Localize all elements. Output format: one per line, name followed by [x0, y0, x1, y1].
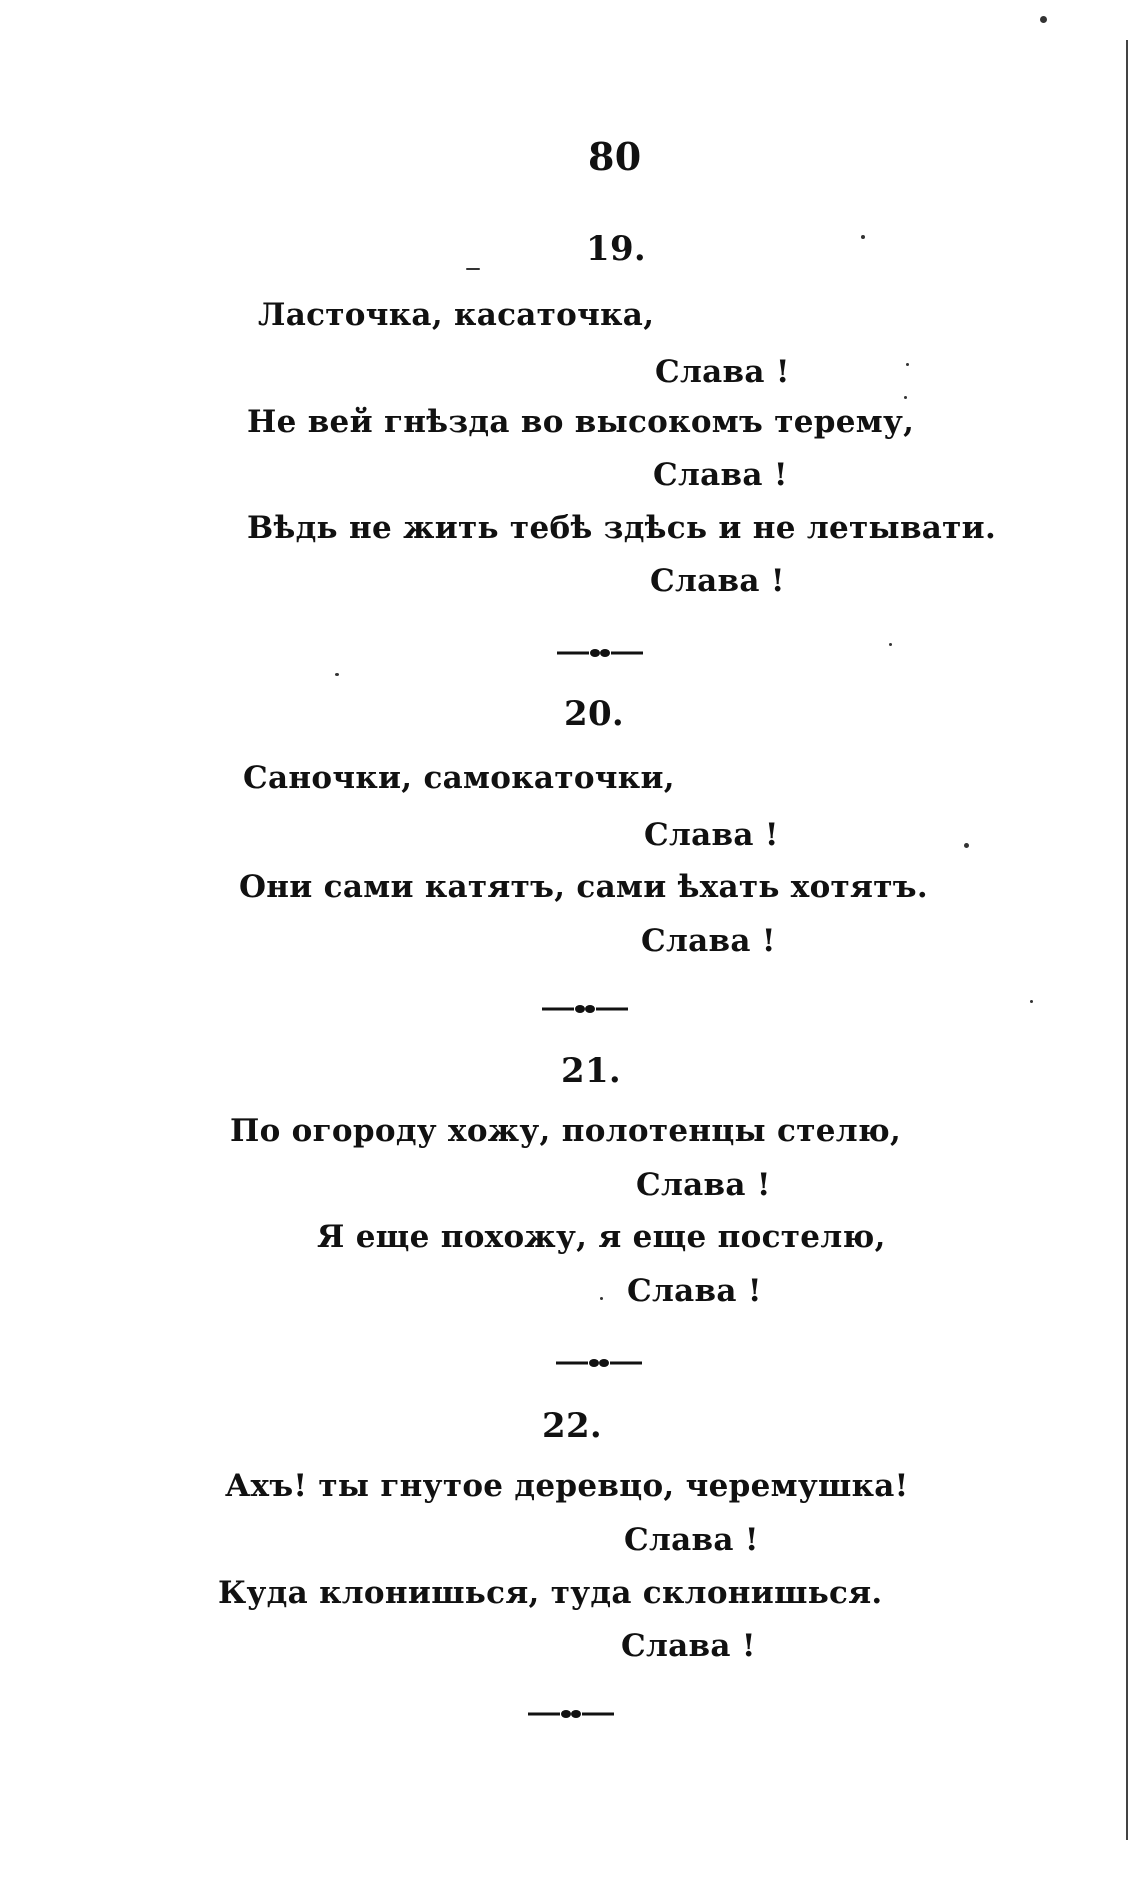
verse-line: Саночки, самокаточки,: [243, 760, 675, 796]
song-number-19: 19.: [586, 229, 647, 269]
song-number-20: 20.: [564, 694, 625, 734]
section-divider: [528, 1707, 614, 1721]
scan-speck: [335, 673, 339, 676]
scan-speck: [889, 643, 892, 646]
refrain-line: Слава !: [655, 354, 790, 390]
verse-line: Вѣдь не жить тебѣ здѣсь и не летывати.: [247, 510, 997, 546]
scan-speck: [1030, 1000, 1033, 1003]
verse-line: Они сами катятъ, сами ѣхать хотятъ.: [239, 869, 928, 905]
verse-line: Не вей гнѣзда во высокомъ терему,: [247, 404, 915, 440]
scan-speck: [964, 843, 969, 848]
refrain-line: Слава !: [653, 457, 788, 493]
verse-line: Я еще похожу, я еще постелю,: [317, 1219, 886, 1255]
refrain-line: Слава !: [621, 1628, 756, 1664]
section-divider: [542, 1002, 628, 1016]
scan-speck: [861, 235, 865, 239]
song-number-21: 21.: [561, 1051, 622, 1091]
page-number: 80: [588, 134, 642, 179]
scan-speck: [904, 396, 907, 399]
refrain-line: Слава !: [636, 1167, 771, 1203]
refrain-line: Слава !: [624, 1522, 759, 1558]
scan-speck: [1040, 16, 1047, 23]
scan-speck: [906, 363, 909, 366]
section-divider: [556, 1356, 642, 1370]
verse-line: По огороду хожу, полотенцы стелю,: [230, 1113, 902, 1149]
refrain-line: Слава !: [641, 923, 776, 959]
verse-line: Ласточка, касаточка,: [258, 297, 655, 333]
scan-speck: [466, 268, 480, 270]
section-divider: [557, 646, 643, 660]
scan-speck: [600, 1297, 603, 1300]
verse-line: Куда клонишься, туда склонишься.: [218, 1575, 883, 1611]
refrain-line: Слава !: [650, 563, 785, 599]
verse-line: Ахъ! ты гнутое деревцо, черемушка!: [225, 1468, 909, 1504]
refrain-line: Слава !: [644, 817, 779, 853]
page-edge-line: [1126, 40, 1128, 1840]
refrain-line: Слава !: [627, 1273, 762, 1309]
song-number-22: 22.: [542, 1406, 603, 1446]
